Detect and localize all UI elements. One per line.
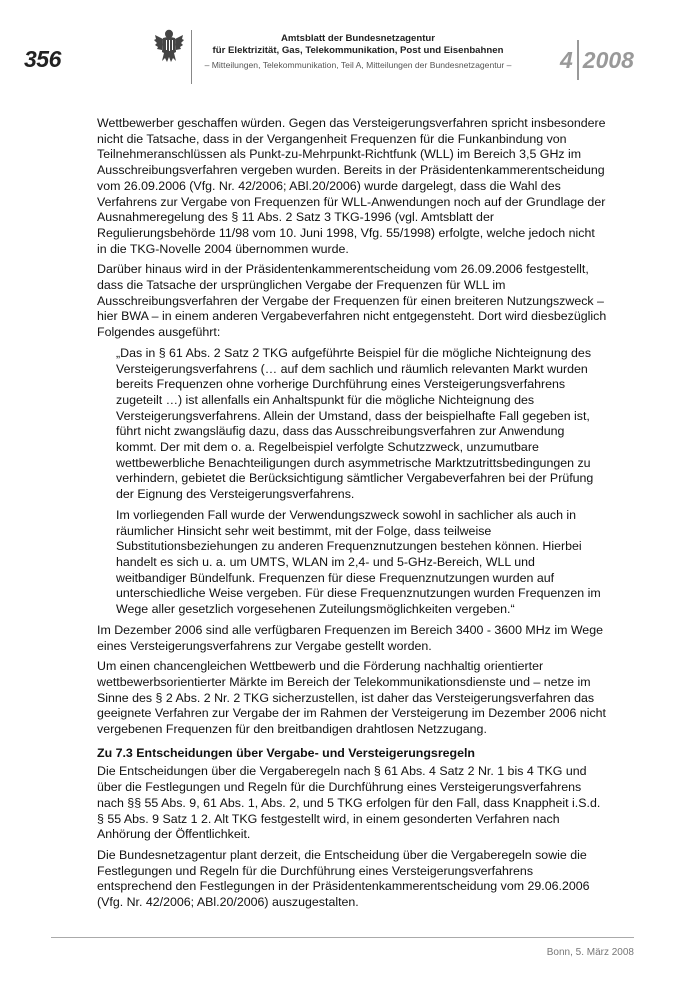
footer-place-date: Bonn, 5. März 2008 xyxy=(546,947,634,958)
quote-paragraph: „Das in § 61 Abs. 2 Satz 2 TKG aufgeführte Beispiel für die mögliche Nichteignung des Versteigerungsverfahrens (… auf dem sachlich und räumlich relevanten Markt wurden bereits Frequenzen ohne vorherige Durchführung eines Versteigerungsverfahrens zugeteilt …) ist allenfalls ein Anhaltspunkt für die mögliche Nichteignung des Versteigerungsverfahrens. Allein der Umstand, dass der beispielhafte Fall gegeben ist, führt nicht zwangsläufig dazu, dass das Ausschreibungsverfahren zur Anwendung kommt. Der mit dem o. a. Regelbeispiel verfolgte Schutzzweck, unzumutbare wettbewerbliche Benachteiligungen durch asymmetrische Marktzutrittsbedingungen zu verhindern, gebietet die Berücksichtigung sämtlicher Vergabeverfahren bei der Prüfung der Eignung des Versteigerungsverfahrens. xyxy=(116,345,594,502)
paragraph: Wettbewerber geschaffen würden. Gegen das Versteigerungsverfahren spricht insbesondere nicht die Tatsache, dass in der Vergangenheit Frequenzen für die Funkanbindung von Teilnehmeranschlüssen als Punkt-zu-Mehrpunkt-Richtfunk (WLL) im Bereich 3,5 GHz im Ausschreibungsverfahren vergeben wurden. Bereits in der Präsidentenkammerentscheidung vom 26.09.2006 (Vfg. Nr. 42/2006; ABl.20/2006) wurde dargelegt, dass die Wahl des Verfahrens zur Vergabe von Frequenzen für WLL-Anwendungen noch auf der Grundlage der Ausnahmeregelung des § 11 Abs. 2 Satz 3 TKG-1996 (vgl. Amtsblatt der Regulierungsbehörde 11/98 vom 10. Juni 1998, Vfg. 55/1998) erfolgte, welche jedoch nicht in die TKG-Novelle 2004 übernommen wurde. xyxy=(97,116,606,256)
paragraph: Darüber hinaus wird in der Präsidentenkammerentscheidung vom 26.09.2006 festgestellt, dass die Tatsache der ursprünglichen Vergabe der Frequenzen für WLL im Ausschreibungsverfahren der Vergabe der Frequenzen für einen breiteren Nutzungszweck – hier BWA – in einem anderen Vergabeverfahren nicht entgegensteht. Dort wird diesbezüglich Folgendes ausgeführt: xyxy=(97,262,607,340)
federal-eagle-icon xyxy=(154,28,184,64)
publication-subtitle: für Elektrizität, Gas, Telekommunikation, Post und Eisenbahnen xyxy=(212,45,504,56)
page-number: 356 xyxy=(24,46,61,72)
paragraph: Die Bundesnetzagentur plant derzeit, die Entscheidung über die Vergaberegeln sowie die Festlegungen und Regeln für die Durchführung eines Versteigerungsverfahrens entsprechend den Festlegungen in der Präsidentenkammerentscheidung vom 29.06.2006 (Vfg. Nr. 42/2006; ABl.20/2006) auszugestalten. xyxy=(97,847,590,910)
publication-section: – Mitteilungen, Telekommunikation, Teil A, Mitteilungen der Bundesnetzagentur – xyxy=(204,60,512,70)
issue-number: 4 xyxy=(560,46,573,73)
paragraph: Um einen chancengleichen Wettbewerb und die Förderung nachhaltig orientierter wettbewerbsorientierter Märkte im Bereich der Telekommunikationsdienste und – netze im Sinne des § 2 Abs. 2 Nr. 2 TKG sicherzustellen, ist daher das Versteigerungsverfahren das geeignete Verfahren zur Vergabe der im Rahmen der Versteigerung im Dezember 2006 nicht vergebenen Frequenzen für den breitbandigen drahtlosen Netzzugang. xyxy=(97,659,607,737)
block-quote xyxy=(116,346,607,618)
paragraph: Die Entscheidungen über die Vergaberegeln nach § 61 Abs. 4 Satz 2 Nr. 1 bis 4 TKG und über die Festlegungen und Regeln für die Durchführung eines Versteigerungsverfahrens nach §§ 55 Abs. 9, 61 Abs. 1, Abs. 2, und 5 TKG erfolgen für den Fall, dass Knappheit i.S.d. § 55 Abs. 9 Satz 1 2. Alt TKG festgestellt wird, in einem gesonderten Verfahren nach Anhörung der Öffentlichkeit. xyxy=(97,764,601,842)
quote-paragraph: Im vorliegenden Fall wurde der Verwendungszweck sowohl in sachlicher als auch in räumlicher Hinsicht sehr weit bestimmt, mit der Folge, dass teilweise Substitutionsbeziehungen zu anderen Frequenznutzungen bestehen können. Hierbei handelt es sich u. a. um UMTS, WLAN im 2,4- und 5-GHz-Bereich, WLL und weitbandiger Bündelfunk. Frequenzen für diese Frequenznutzungen wurden auf unterschiedliche Weise vergeben. Für diese Frequenznutzungen wurden Frequenzen im Wege aller gesetzlich vorgesehenen Zuteilungsmöglichkeiten vergeben.“ xyxy=(116,507,601,617)
header-divider xyxy=(191,30,192,84)
paragraph: Im Dezember 2006 sind alle verfügbaren Frequenzen im Bereich 3400 - 3600 MHz im Wege eines Versteigerungsverfahrens zur Vergabe gestellt worden. xyxy=(97,622,603,653)
section-heading: Zu 7.3 Entscheidungen über Vergabe- und Versteigerungsregeln xyxy=(97,745,475,760)
issue-year: 2008 xyxy=(582,46,634,73)
header xyxy=(196,33,520,71)
footer-divider xyxy=(51,937,634,938)
publication-title: Amtsblatt der Bundesnetzagentur xyxy=(280,33,436,44)
document-body xyxy=(97,116,607,916)
issue-label xyxy=(560,40,634,80)
